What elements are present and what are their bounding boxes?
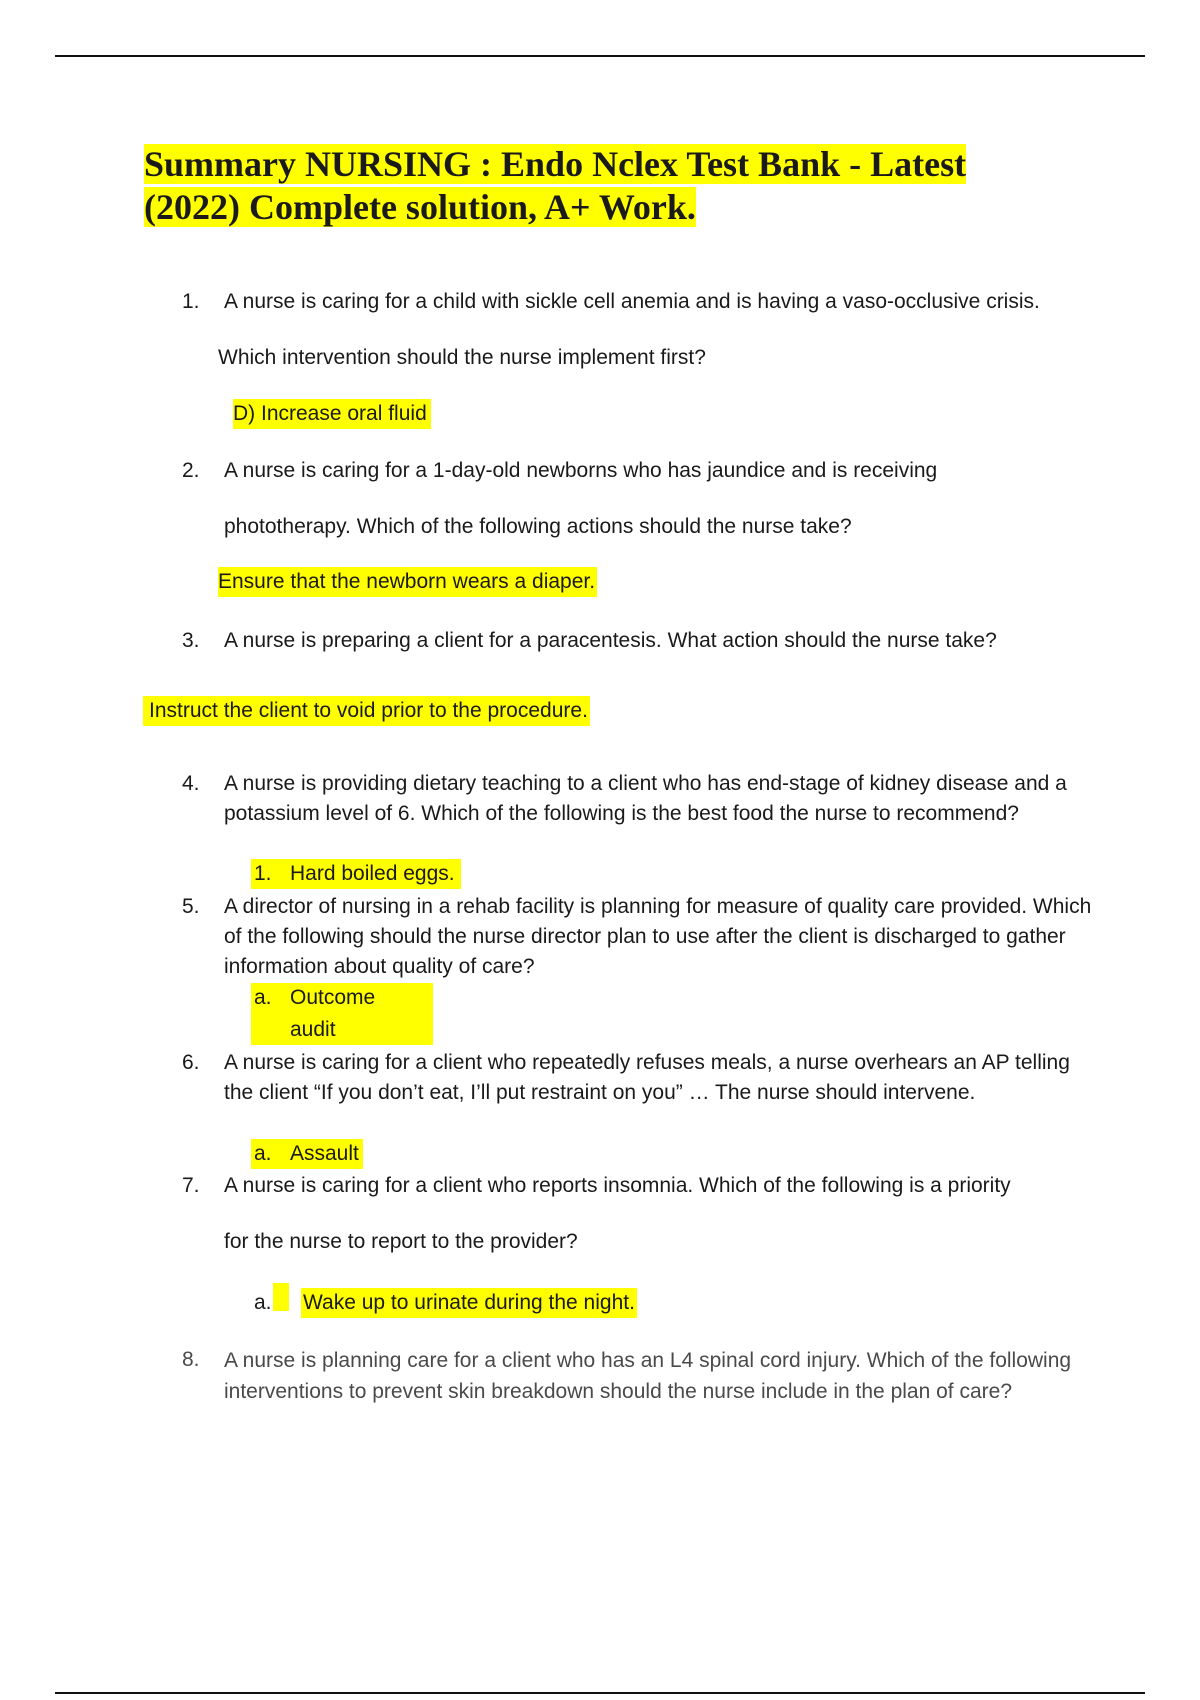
q5-answer-line1: Outcome bbox=[290, 986, 376, 1009]
q6-answer: Assault bbox=[290, 1142, 359, 1165]
q5-answer-marker: a. bbox=[254, 986, 272, 1009]
q3-line1: A nurse is preparing a client for a paracentesis. What action should the nurse take? bbox=[224, 629, 997, 652]
q2-number: 2. bbox=[182, 459, 200, 482]
q4-number: 4. bbox=[182, 772, 200, 795]
q7-line1: A nurse is caring for a client who reports insomnia. Which of the following is a priority bbox=[224, 1174, 1011, 1197]
q6-number: 6. bbox=[182, 1051, 200, 1074]
q7-answer-marker: a. bbox=[254, 1291, 272, 1314]
q2-line2: phototherapy. Which of the following actions should the nurse take? bbox=[224, 515, 852, 538]
q6-answer-marker: a. bbox=[254, 1142, 272, 1165]
q7-marker-highlight bbox=[273, 1283, 289, 1311]
q1-answer: D) Increase oral fluid bbox=[233, 399, 431, 429]
q3-answer: Instruct the client to void prior to the procedure. bbox=[143, 696, 590, 726]
q5-number: 5. bbox=[182, 895, 200, 918]
q1-line1: A nurse is caring for a child with sickle cell anemia and is having a vaso-occlusive crisis. bbox=[224, 290, 1040, 313]
q4-answer: Hard boiled eggs. bbox=[290, 862, 455, 885]
q6-text: A nurse is caring for a client who repeatedly refuses meals, a nurse overhears an AP telling the client “If you don’t eat, I’ll put restraint on you” … The nurse should intervene. bbox=[224, 1051, 1070, 1104]
q1-number: 1. bbox=[182, 290, 200, 313]
bottom-rule bbox=[55, 1692, 1145, 1694]
q2-line1: A nurse is caring for a 1-day-old newborns who has jaundice and is receiving bbox=[224, 459, 938, 482]
q5-answer-line2: audit bbox=[290, 1018, 336, 1041]
q4-text: A nurse is providing dietary teaching to a client who has end-stage of kidney disease and a potassium level of 6. Which of the following is the best food the nurse to recommend? bbox=[224, 772, 1067, 825]
q7-line2: for the nurse to report to the provider? bbox=[224, 1230, 578, 1253]
top-rule bbox=[55, 55, 1145, 57]
q3-number: 3. bbox=[182, 629, 200, 652]
q8-text: A nurse is planning care for a client who has an L4 spinal cord injury. Which of the following interventions to prevent skin breakdown should the nurse include in the plan of care? bbox=[224, 1349, 1072, 1403]
q2-answer: Ensure that the newborn wears a diaper. bbox=[218, 567, 597, 597]
q7-number: 7. bbox=[182, 1174, 200, 1197]
q4-answer-marker: 1. bbox=[254, 862, 272, 885]
q1-line2: Which intervention should the nurse implement first? bbox=[218, 346, 706, 369]
q7-answer: Wake up to urinate during the night. bbox=[301, 1288, 637, 1318]
q5-text: A director of nursing in a rehab facility is planning for measure of quality care provided. Which of the following should the nurse director plan to use after the client is discharged to gather information about quality of care? bbox=[224, 895, 1092, 978]
document-title: Summary NURSING : Endo Nclex Test Bank - Latest (2022) Complete solution, A+ Work. bbox=[144, 144, 967, 227]
q8-number: 8. bbox=[182, 1348, 200, 1371]
